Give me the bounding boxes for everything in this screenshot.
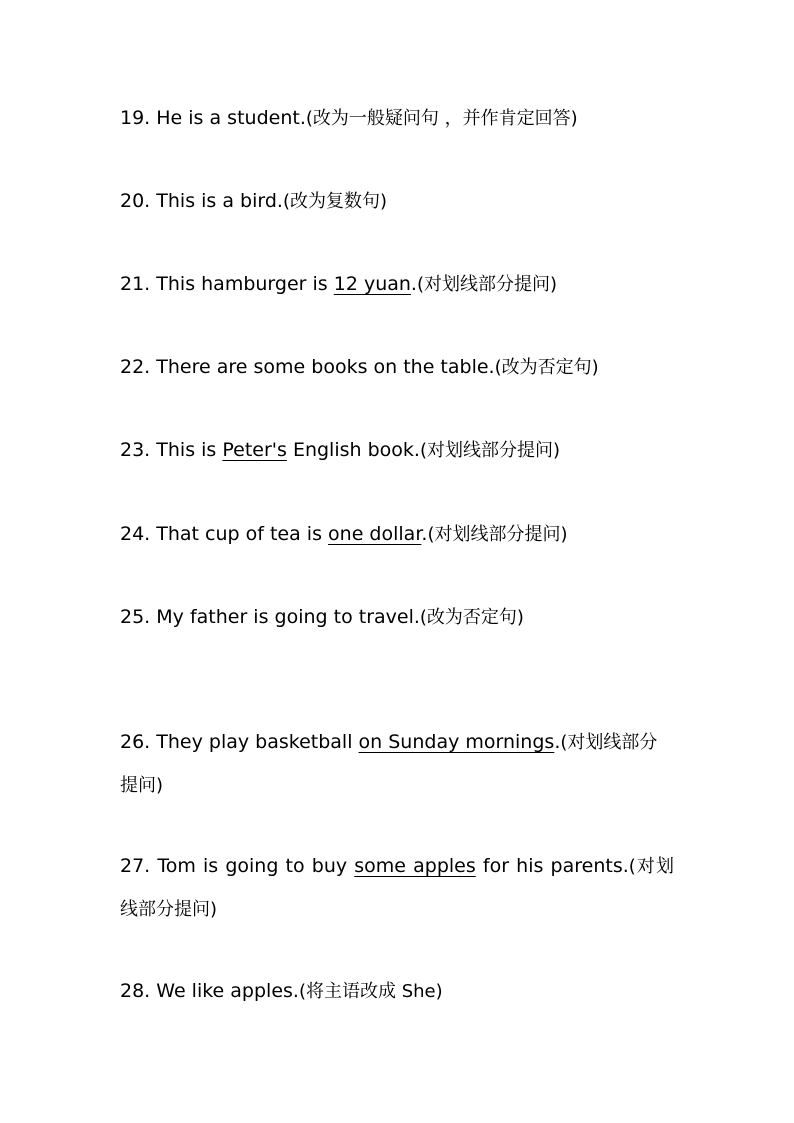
question-instruction: (改为复数句) [282, 191, 387, 212]
question-text: Tom is going to buy [157, 855, 355, 877]
question-text: This is a bird. [156, 190, 283, 212]
question-text-after: for his parents. [475, 855, 629, 877]
question-number: 27. [120, 855, 151, 877]
underlined-phrase: Peter's [222, 439, 287, 461]
question-19 [120, 97, 674, 140]
question-28 [120, 970, 674, 1013]
question-text-after: English book. [286, 439, 420, 461]
question-text: That cup of tea is [156, 523, 329, 545]
question-number: 19. [120, 107, 151, 129]
question-number: 23. [120, 439, 151, 461]
question-instruction: (改为否定句) [494, 357, 599, 378]
question-instruction: (对划线部分提问) [416, 274, 558, 295]
underlined-phrase: some apples [354, 855, 476, 877]
underlined-phrase: 12 yuan [333, 273, 411, 295]
question-number: 28. [120, 980, 151, 1002]
question-instruction: (对划线部分提问) [419, 440, 560, 461]
question-27 [120, 845, 674, 931]
question-21 [120, 263, 674, 306]
question-instruction: (将主语改成 She) [298, 981, 443, 1002]
question-text: They play basketball [156, 731, 359, 753]
question-text-after: . [421, 523, 428, 545]
question-number: 21. [120, 273, 151, 295]
question-instruction: (对划线部分提问) [427, 524, 568, 545]
question-26 [120, 721, 674, 807]
question-number: 26. [120, 731, 151, 753]
question-text: This hamburger is [156, 273, 334, 295]
question-text: We like apples. [156, 980, 299, 1002]
underlined-phrase: one dollar [328, 523, 422, 545]
question-instruction: (对划线部分提问) [120, 856, 674, 920]
question-24 [120, 513, 674, 556]
question-number: 24. [120, 523, 151, 545]
question-instruction: (改为一般疑问句 ，并作肯定回答) [305, 108, 578, 129]
question-text: There are some books on the table. [156, 356, 495, 378]
question-text: My father is going to travel. [156, 606, 420, 628]
question-23 [120, 429, 674, 472]
question-text: He is a student. [156, 107, 306, 129]
underlined-phrase: on Sunday mornings [358, 731, 555, 753]
question-number: 20. [120, 190, 151, 212]
question-number: 25. [120, 606, 151, 628]
question-20 [120, 180, 674, 223]
question-instruction: (改为否定句) [419, 607, 524, 628]
question-25 [120, 596, 674, 639]
question-number: 22. [120, 356, 151, 378]
question-text-after: . [554, 731, 561, 753]
question-22 [120, 346, 674, 389]
question-text: This is [156, 439, 223, 461]
question-text-after: . [410, 273, 417, 295]
question-instruction: (对划线部分提问) [120, 732, 658, 796]
